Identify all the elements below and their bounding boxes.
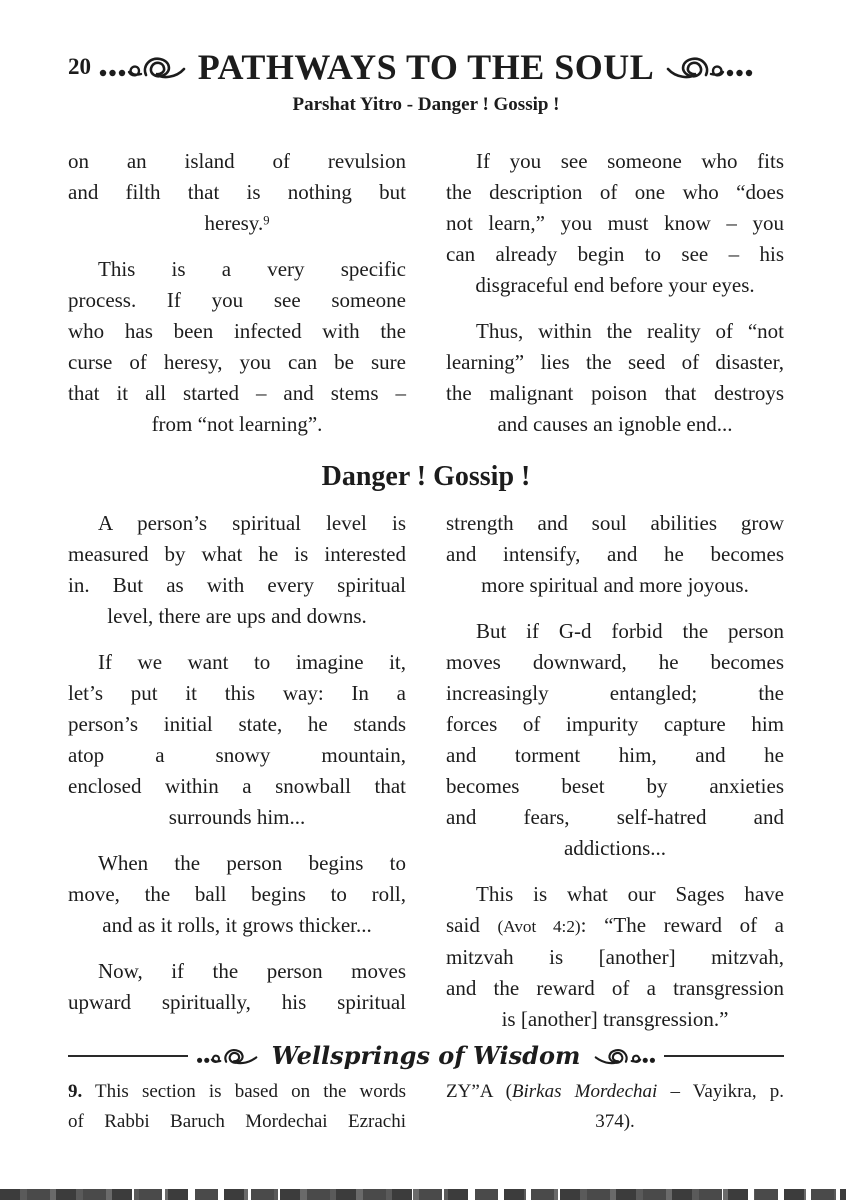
text-line: not learn,” you must know – you — [446, 211, 784, 235]
text-line: 374). — [595, 1111, 635, 1132]
text-line: the description of one who “does — [446, 180, 784, 204]
paragraph — [68, 254, 406, 440]
text-line: surrounds him... — [168, 805, 306, 829]
text-line: If we want to imagine it, — [98, 650, 406, 674]
text-line: learning” lies the seed of disaster, — [446, 350, 784, 374]
text-line: level, there are ups and downs. — [107, 604, 367, 628]
paragraph — [446, 508, 784, 601]
text-line: from “not learning”. — [151, 412, 323, 436]
text-line: let’s put it this way: In a — [68, 681, 406, 705]
paragraph — [68, 848, 406, 941]
text-line: on an island of revulsion — [68, 149, 406, 173]
text-line: enclosed within a snowball that — [68, 774, 406, 798]
text-line: atop a snowy mountain, — [68, 743, 406, 767]
paragraph — [446, 316, 784, 440]
gossip-section — [0, 508, 846, 1035]
text-line: moves downward, he becomes — [446, 650, 784, 674]
paragraph — [68, 1077, 406, 1137]
text-line: Now, if the person moves — [98, 959, 406, 983]
paragraph — [68, 956, 406, 1018]
text-line: of Rabbi Baruch Mordechai Ezrachi — [68, 1111, 406, 1132]
text-line: and the reward of a transgression — [446, 976, 784, 1000]
flourish-left-icon — [98, 52, 190, 82]
text-line: ZY”A (Birkas Mordechai – Vayikra, p. — [446, 1081, 784, 1102]
text-line: If you see someone who fits — [476, 149, 784, 173]
text-line: measured by what he is interested — [68, 542, 406, 566]
text-line: and fears, self-hatred and — [446, 805, 784, 829]
divider-line-right — [664, 1055, 784, 1057]
text-line: 9. This section is based on the words — [68, 1081, 406, 1102]
text-line: more spiritual and more joyous. — [481, 573, 749, 597]
text-line: the malignant poison that destroys — [446, 381, 784, 405]
text-line: disgraceful end before your eyes. — [475, 273, 755, 297]
text-line: that it all started – and stems – — [68, 381, 406, 405]
text-line: But if G-d forbid the person — [476, 619, 784, 643]
divider-flourish-left-icon — [196, 1045, 262, 1067]
text-line: upward spiritually, his spiritual — [68, 990, 406, 1014]
wellsprings-banner: Wellsprings of Wisdom — [271, 1041, 581, 1070]
gossip-column-right — [446, 508, 784, 1035]
book-title: PATHWAYS TO THE SOUL — [197, 47, 655, 87]
footnote-left — [68, 1077, 406, 1137]
text-line: is [another] transgression.” — [501, 1007, 729, 1031]
text-line: said (Avot 4:2): “The reward of a — [446, 913, 784, 937]
text-line: A person’s spiritual level is — [98, 511, 406, 535]
text-line: forces of impurity capture him — [446, 712, 784, 736]
text-line: in. But as with every spiritual — [68, 573, 406, 597]
text-line: and as it rolls, it grows thicker... — [102, 913, 372, 937]
flourish-right-icon — [662, 52, 754, 82]
text-line: heresy.$^9$ — [204, 211, 270, 235]
text-line: This is a very specific — [98, 257, 406, 281]
text-line: process. If you see someone — [68, 288, 406, 312]
text-line: can already begin to see – his — [446, 242, 784, 266]
chapter-subtitle: Parshat Yitro - Danger ! Gossip ! — [292, 94, 560, 115]
text-line: move, the ball begins to roll, — [68, 882, 406, 906]
text-line: strength and soul abilities grow — [446, 511, 784, 535]
intro-column-right — [446, 146, 784, 440]
text-line: person’s initial state, he stands — [68, 712, 406, 736]
paragraph — [68, 146, 406, 239]
paragraph — [446, 1077, 784, 1137]
text-line: When the person begins to — [98, 851, 406, 875]
paragraph — [446, 616, 784, 864]
gossip-column-left — [68, 508, 406, 1035]
footer-divider — [0, 1043, 846, 1069]
text-line: increasingly entangled; the — [446, 681, 784, 705]
text-line: mitzvah is [another] mitzvah, — [446, 945, 784, 969]
text-line: and intensify, and he becomes — [446, 542, 784, 566]
page-number: 20 — [68, 54, 91, 79]
text-line: who has been infected with the — [68, 319, 406, 343]
text-line: and causes an ignoble end... — [497, 412, 733, 436]
footnotes — [0, 1077, 846, 1137]
paragraph — [68, 508, 406, 632]
text-line: Thus, within the reality of “not — [476, 319, 784, 343]
text-line: addictions... — [563, 836, 667, 860]
divider-line-left — [68, 1055, 188, 1057]
intro-column-left — [68, 146, 406, 440]
text-line: and torment him, and he — [446, 743, 784, 767]
text-line: becomes beset by anxieties — [446, 774, 784, 798]
footnote-right — [446, 1077, 784, 1137]
intro-section — [0, 146, 846, 440]
divider-flourish-right-icon — [590, 1045, 656, 1067]
paragraph — [446, 879, 784, 1035]
page-header — [0, 46, 846, 88]
paragraph — [68, 647, 406, 833]
section-heading: Danger ! Gossip ! — [321, 461, 531, 492]
text-line: This is what our Sages have — [476, 882, 784, 906]
text-line: curse of heresy, you can be sure — [68, 350, 406, 374]
scan-artifact-strip — [0, 1189, 846, 1200]
text-line: and filth that is nothing but — [68, 180, 406, 204]
paragraph — [446, 146, 784, 301]
